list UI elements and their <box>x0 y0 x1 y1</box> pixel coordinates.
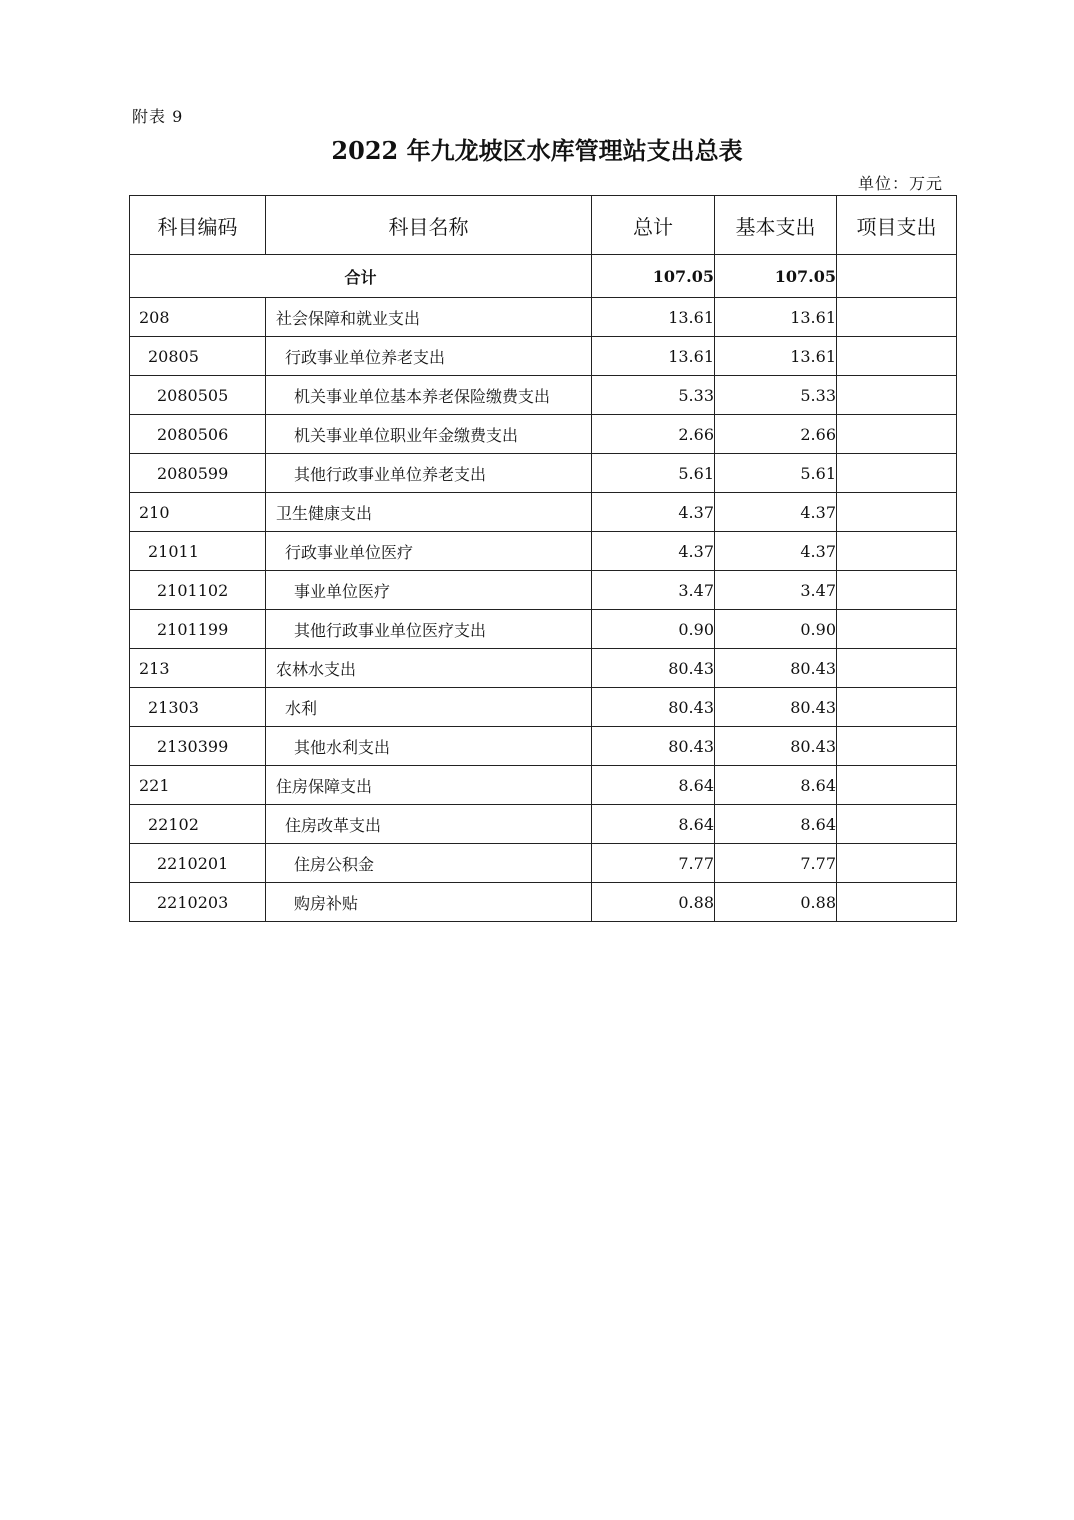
row-total: 2.66 <box>592 415 715 454</box>
row-code: 210 <box>130 493 266 532</box>
row-project <box>837 727 957 766</box>
row-code: 208 <box>130 298 266 337</box>
row-basic: 13.61 <box>715 337 837 376</box>
row-project <box>837 337 957 376</box>
expenditure-table <box>129 195 957 922</box>
row-project <box>837 844 957 883</box>
row-total: 0.88 <box>592 883 715 922</box>
table-row <box>130 688 957 727</box>
row-name: 卫生健康支出 <box>266 493 592 532</box>
row-project <box>837 571 957 610</box>
row-total: 4.37 <box>592 532 715 571</box>
header-project: 项目支出 <box>837 196 957 255</box>
row-basic: 3.47 <box>715 571 837 610</box>
total-row <box>130 255 957 298</box>
table-row <box>130 649 957 688</box>
row-total: 5.33 <box>592 376 715 415</box>
row-name: 住房改革支出 <box>266 805 592 844</box>
row-code: 2210201 <box>130 844 266 883</box>
table-row <box>130 298 957 337</box>
row-name: 行政事业单位养老支出 <box>266 337 592 376</box>
row-name: 机关事业单位基本养老保险缴费支出 <box>266 376 592 415</box>
row-basic: 80.43 <box>715 649 837 688</box>
header-basic: 基本支出 <box>715 196 837 255</box>
row-basic: 13.61 <box>715 298 837 337</box>
table-row <box>130 532 957 571</box>
table-row <box>130 337 957 376</box>
total-project <box>837 255 957 298</box>
row-total: 8.64 <box>592 766 715 805</box>
row-name: 社会保障和就业支出 <box>266 298 592 337</box>
row-total: 80.43 <box>592 649 715 688</box>
table-row <box>130 493 957 532</box>
table-header-row <box>130 196 957 255</box>
table-row <box>130 415 957 454</box>
row-basic: 5.33 <box>715 376 837 415</box>
table-body <box>130 255 957 922</box>
row-basic: 4.37 <box>715 493 837 532</box>
row-basic: 80.43 <box>715 727 837 766</box>
row-code: 21303 <box>130 688 266 727</box>
total-label: 合计 <box>130 255 592 298</box>
row-code: 20805 <box>130 337 266 376</box>
row-code: 2101199 <box>130 610 266 649</box>
row-name: 其他行政事业单位养老支出 <box>266 454 592 493</box>
row-code: 22102 <box>130 805 266 844</box>
row-total: 80.43 <box>592 727 715 766</box>
table-row <box>130 844 957 883</box>
row-basic: 7.77 <box>715 844 837 883</box>
row-code: 2130399 <box>130 727 266 766</box>
row-project <box>837 532 957 571</box>
table-row <box>130 610 957 649</box>
row-project <box>837 493 957 532</box>
page-title: 2022 年九龙坡区水库管理站支出总表 <box>331 136 743 165</box>
row-code: 2080505 <box>130 376 266 415</box>
table-row <box>130 805 957 844</box>
row-project <box>837 454 957 493</box>
attachment-label: 附表 9 <box>132 107 184 126</box>
row-basic: 8.64 <box>715 766 837 805</box>
row-basic: 5.61 <box>715 454 837 493</box>
row-code: 2080599 <box>130 454 266 493</box>
row-name: 事业单位医疗 <box>266 571 592 610</box>
row-name: 购房补贴 <box>266 883 592 922</box>
row-name: 机关事业单位职业年金缴费支出 <box>266 415 592 454</box>
row-basic: 8.64 <box>715 805 837 844</box>
row-name: 住房保障支出 <box>266 766 592 805</box>
row-name: 住房公积金 <box>266 844 592 883</box>
row-project <box>837 805 957 844</box>
header-total: 总计 <box>592 196 715 255</box>
total-total: 107.05 <box>592 255 715 298</box>
row-total: 80.43 <box>592 688 715 727</box>
row-total: 13.61 <box>592 298 715 337</box>
row-project <box>837 688 957 727</box>
table-row <box>130 883 957 922</box>
total-basic: 107.05 <box>715 255 837 298</box>
table-row <box>130 376 957 415</box>
table-row <box>130 766 957 805</box>
row-project <box>837 649 957 688</box>
row-code: 221 <box>130 766 266 805</box>
table-row <box>130 454 957 493</box>
row-code: 2101102 <box>130 571 266 610</box>
table-row <box>130 571 957 610</box>
table-row <box>130 727 957 766</box>
row-total: 4.37 <box>592 493 715 532</box>
row-project <box>837 883 957 922</box>
row-name: 农林水支出 <box>266 649 592 688</box>
row-code: 2080506 <box>130 415 266 454</box>
header-name: 科目名称 <box>266 196 592 255</box>
row-total: 8.64 <box>592 805 715 844</box>
header-code: 科目编码 <box>130 196 266 255</box>
row-project <box>837 610 957 649</box>
unit-label: 单位：万元 <box>857 174 943 193</box>
row-project <box>837 415 957 454</box>
row-code: 213 <box>130 649 266 688</box>
row-name: 水利 <box>266 688 592 727</box>
row-total: 7.77 <box>592 844 715 883</box>
row-basic: 0.90 <box>715 610 837 649</box>
row-basic: 0.88 <box>715 883 837 922</box>
row-basic: 2.66 <box>715 415 837 454</box>
row-name: 行政事业单位医疗 <box>266 532 592 571</box>
row-project <box>837 766 957 805</box>
row-total: 0.90 <box>592 610 715 649</box>
row-code: 2210203 <box>130 883 266 922</box>
row-total: 13.61 <box>592 337 715 376</box>
row-total: 3.47 <box>592 571 715 610</box>
row-project <box>837 376 957 415</box>
row-total: 5.61 <box>592 454 715 493</box>
row-project <box>837 298 957 337</box>
row-basic: 80.43 <box>715 688 837 727</box>
row-name: 其他水利支出 <box>266 727 592 766</box>
row-code: 21011 <box>130 532 266 571</box>
row-basic: 4.37 <box>715 532 837 571</box>
row-name: 其他行政事业单位医疗支出 <box>266 610 592 649</box>
